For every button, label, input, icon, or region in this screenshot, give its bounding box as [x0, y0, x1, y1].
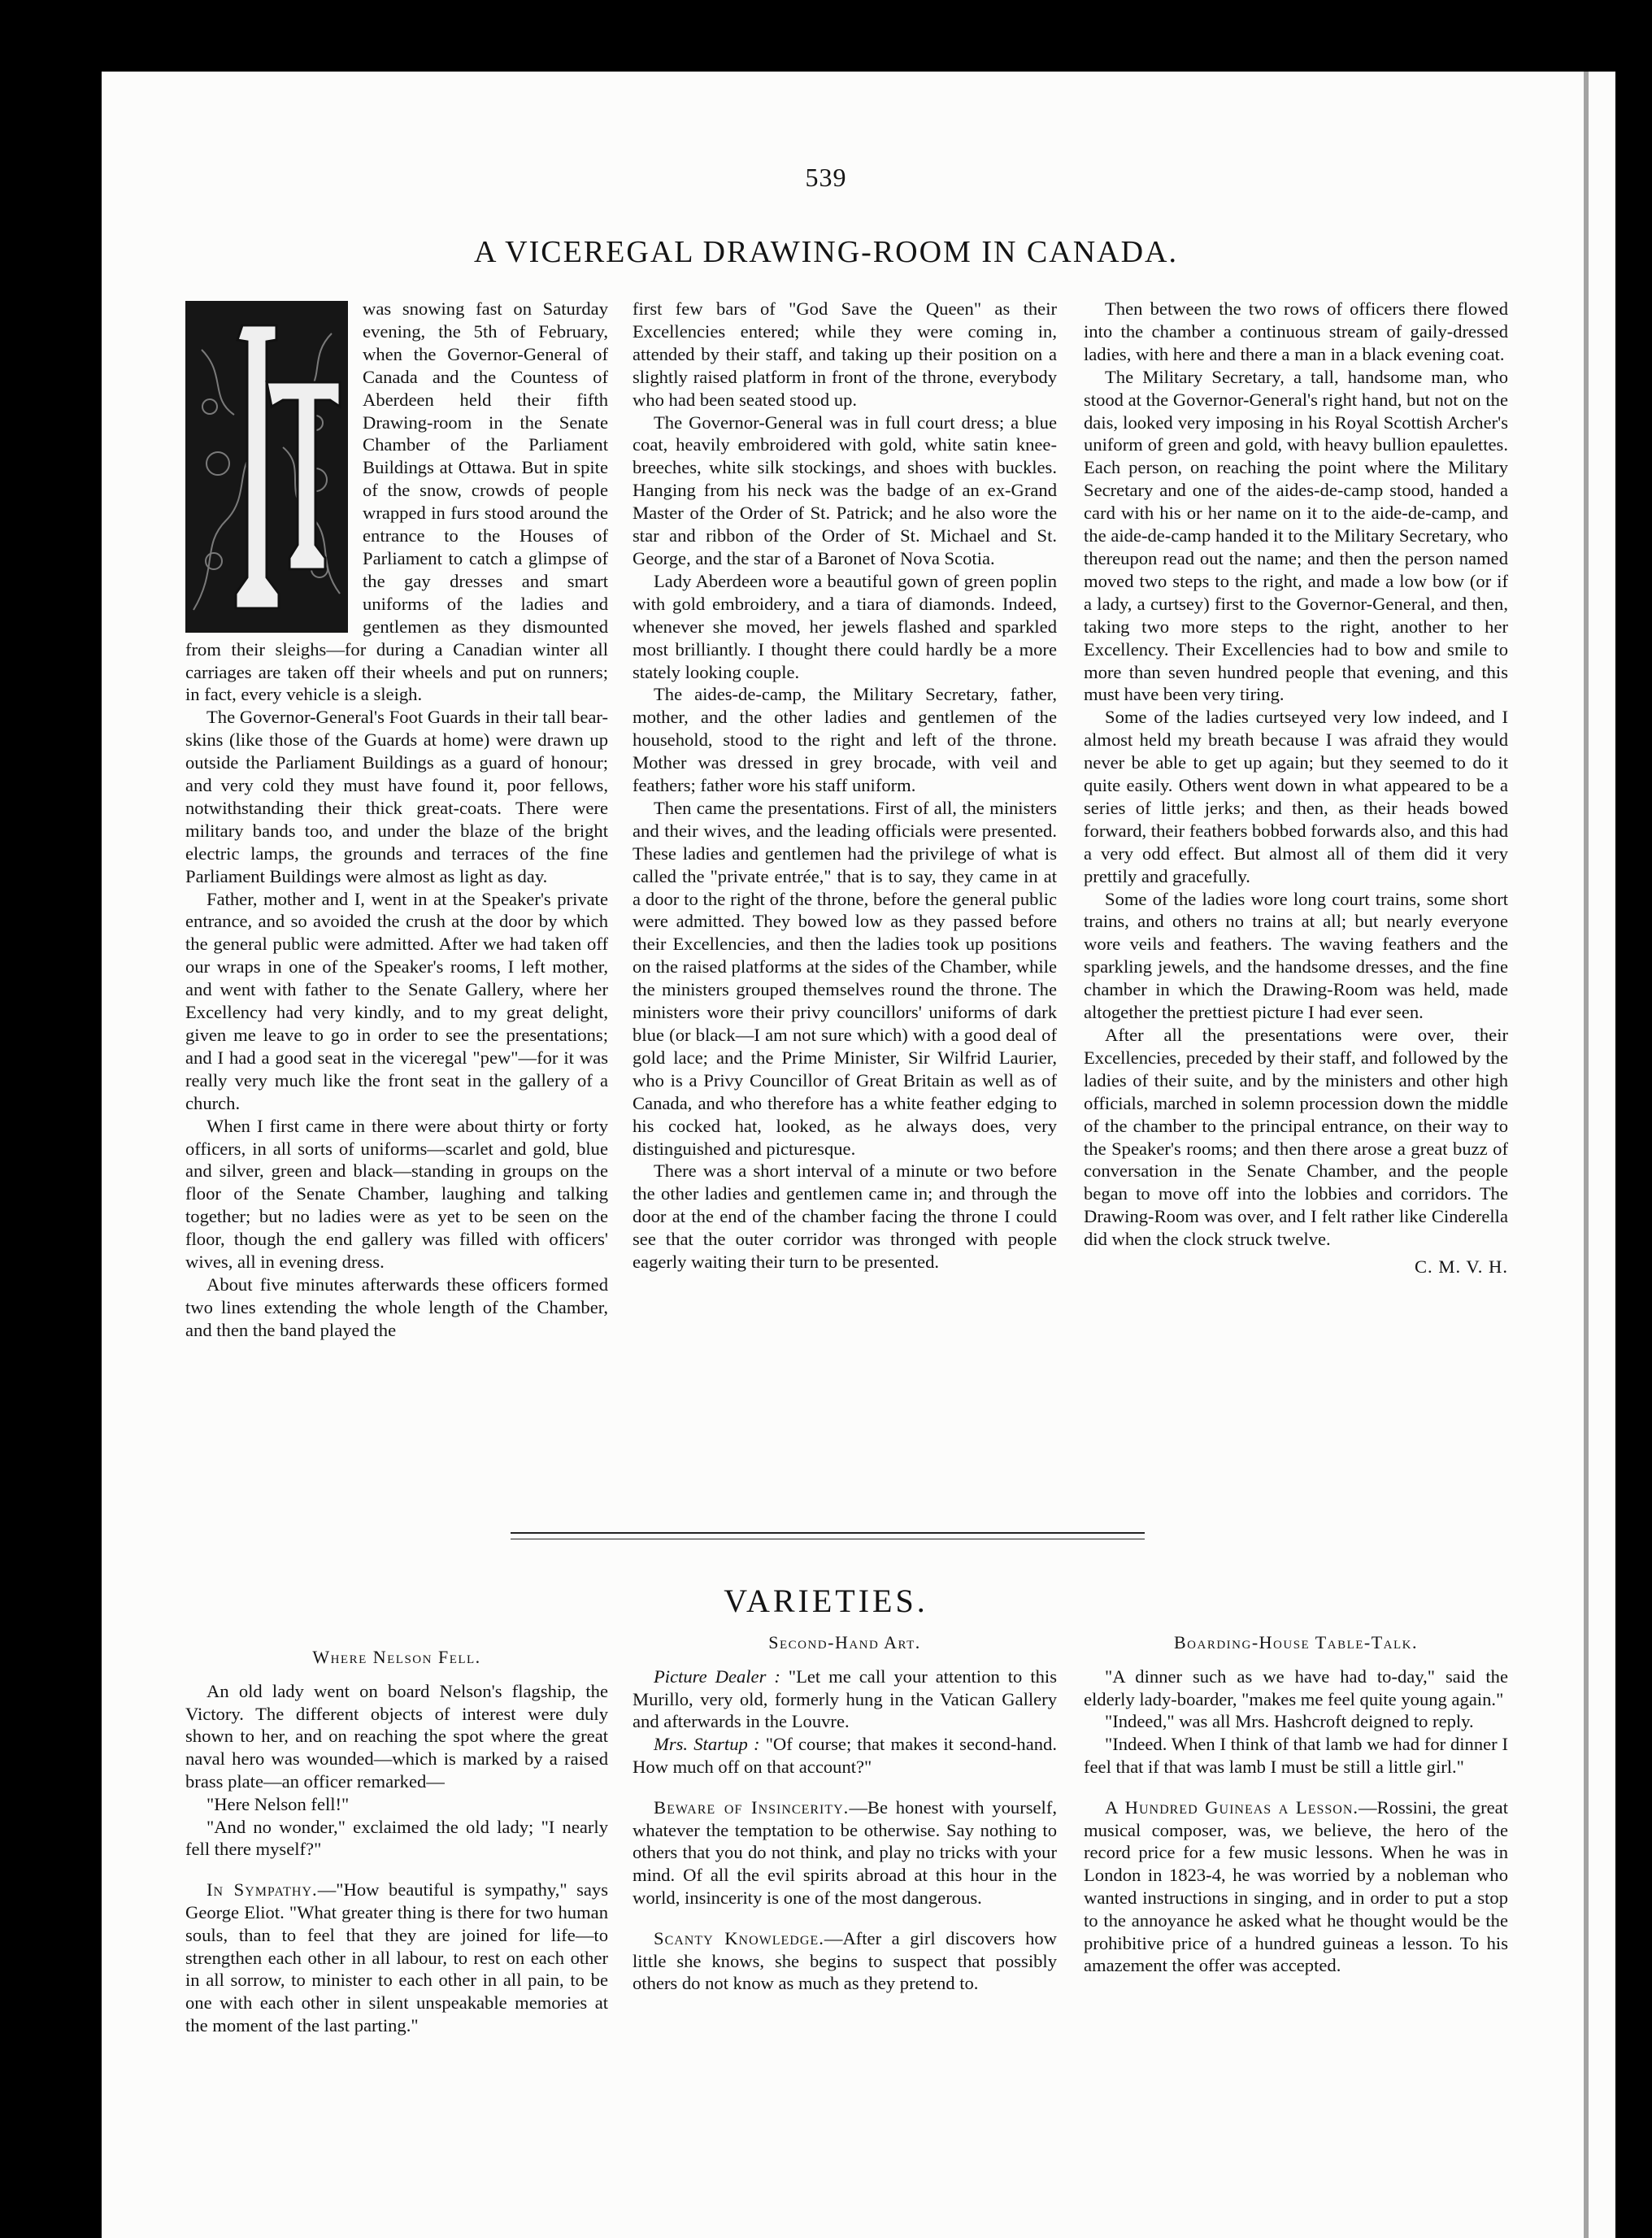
paragraph: About five minutes afterwards these officers formed two lines extending the whole length of the Chamber, and then the band played the — [185, 1274, 608, 1340]
paragraph — [185, 1879, 608, 2037]
paragraph: The Military Secretary, a tall, handsome man, who stood at the Governor-General's right hand, but not on the dais, looked very imposing in his Royal Scottish Archer's uniform of green and gold, with heavy bullion epaulettes. Each person, on reaching the point where the Military Secretary and one of the aides-de-camp stood, handed a card with his or her name on it to the aide-de-camp, and the aide-de-camp handed it to the Military Secretary, who thereupon read out the name; and then the person named moved two steps to the right, and made a low bow (or if a lady, a curtsey) first to the Governor-General, and then, taking two more steps to the right, another to her Excellency. Their Excellencies had to bow and smile to more than seven hundred people that evening, and this must have been very tiring. — [1084, 366, 1508, 705]
run-in-heading: Scanty Knowledge. — [654, 1927, 824, 1948]
subsection-heading: Boarding-House Table-Talk. — [1173, 1632, 1419, 1652]
varieties-column-3 — [1084, 1631, 1508, 1977]
varieties-column-2 — [633, 1631, 1057, 1995]
paragraph — [633, 1796, 1057, 1909]
speaker-label: Mrs. Startup : — [654, 1734, 760, 1755]
paragraph: Some of the ladies wore long court trains, some short trains, and others no trains at all; but nearly everyone wore veils and feathers. The waving feathers and the sparkling jewels, and the handsome dresses, and the fine chamber in which the Drawing-Room was held, made altogether the prettiest picture I had ever seen. — [1084, 888, 1508, 1023]
paragraph-text: —"How beautiful is sympathy," says George Eliot. "What greater thing is there for two human souls, than to feel that they are joined for life—to strengthen each other in all labour, to rest on each other in all sorrow, to minister to each other in all pain, to be one with each other in silent unspeakable memories at the moment of the last parting." — [185, 1879, 608, 2036]
paragraph-text: —Rossini, the great musical composer, was, we believe, the hero of the record price for a few music lessons. When he was in London in 1823-4, he was worried by a nobleman who wanted instructions in singing, and in order to put a stop to the annoyance he asked what he thought would be the prohibitive price of a hundred guineas a lesson. To his amazement the offer was accepted. — [1084, 1796, 1508, 1976]
paragraph-text: —Be honest with yourself, whatever the temptation to be otherwise. Say nothing to others that you do not think, and play no tricks with your mind. Of all the evil spirits abroad at this hour in the world, insincerity is one of the most dangerous. — [633, 1796, 1057, 1908]
paragraph: first few bars of "God Save the Queen" as their Excellencies entered; while they were coming in, attended by their staff, and taking up their position on a slightly raised platform in front of the throne, everybody who had been seated stood up. — [633, 298, 1057, 410]
paragraph: was snowing fast on Saturday evening, the 5th of February, when the Governor-General of Canada and the Countess of Aberdeen held their fifth Drawing-room in the Senate Chamber of the Parliament Buildings at Ottawa. But in spite of the snow, crowds of people wrapped in furs stood around the entrance to the Houses of Parliament to catch a glimpse of the gay dresses and smart uniforms of the ladies and gentlemen as they dismounted from their sleighs—for during a Canadian winter all carriages are taken off their wheels and put on runners; in fact, every vehicle is a sleigh. — [185, 298, 608, 705]
section-title: VARIETIES. — [724, 1583, 928, 1619]
article-column-2 — [633, 298, 1057, 1274]
run-in-heading: Beware of Insincerity. — [654, 1796, 850, 1818]
signature: C. M. V. H. — [1414, 1256, 1508, 1278]
decorative-drop-cap — [185, 301, 348, 633]
paragraph: "Here Nelson fell!" — [206, 1793, 350, 1814]
article-column-1 — [185, 298, 608, 1342]
paragraph — [633, 1665, 1057, 1733]
subsection-heading: Where Nelson Fell. — [312, 1647, 481, 1667]
paragraph: Some of the ladies curtseyed very low indeed, and I almost held my breath because I was afraid they would never be able to get up again; but they seemed to do it quite easily. Others went down in what appeared to be a series of little jerks; and then, as their heads bowed forward, their feathers bobbed forwards also, and this had a very odd effect. But almost all of them did it very prettily and gracefully. — [1084, 707, 1508, 886]
article-title: A VICEREGAL DRAWING-ROOM IN CANADA. — [474, 235, 1178, 269]
paragraph: When I first came in there were about thirty or forty officers, in all sorts of uniforms—scarlet and gold, blue and silver, green and black—standing in groups on the floor of the Senate Chamber, laughing and talking together; but no ladies were as yet to be seen on the floor, though the end gallery was filled with officers' wives, all in evening dress. — [185, 1115, 608, 1273]
run-in-heading: In Sympathy. — [206, 1879, 318, 1901]
paragraph-text: —After a girl discovers how little she knows, she begins to suspect that possibly others do not know as much as they pretend to. — [633, 1927, 1057, 1994]
paragraph — [633, 1927, 1057, 1995]
paragraph: Lady Aberdeen wore a beautiful gown of green poplin with gold embroidery, and a tiara of diamonds. Indeed, whenever she moved, her jewels flashed and sparkled most brilliantly. I thought there could hardly be a more stately looking couple. — [633, 570, 1057, 682]
paragraph: The aides-de-camp, the Military Secretary, father, mother, and the other ladies and gentlemen of the household, stood to the right and left of the throne. Mother was dressed in grey brocade, with veil and feathers; father wore his staff uniform. — [633, 684, 1057, 796]
paragraph: "And no wonder," exclaimed the old lady; "I nearly fell there myself?" — [185, 1816, 608, 1860]
paragraph — [1084, 1796, 1508, 1977]
paragraph: "A dinner such as we have had to-day," said the elderly lady-boarder, "makes me feel quite young again." — [1084, 1665, 1508, 1709]
run-in-heading: A Hundred Guineas a Lesson. — [1105, 1796, 1359, 1818]
paragraph — [633, 1733, 1057, 1779]
speaker-label: Picture Dealer : — [654, 1665, 780, 1687]
page-number: 539 — [805, 163, 847, 192]
paragraph-text: "Let me call your attention to this Murillo, very old, formerly hung in the Vatican Gallery and afterwards in the Louvre. — [633, 1665, 1057, 1732]
paragraph: An old lady went on board Nelson's flagship, the Victory. The different objects of interest were duly shown to her, and on reaching the spot where the great naval hero was wounded—which is marked by a raised brass plate—an officer remarked— — [185, 1680, 608, 1792]
paragraph: Then between the two rows of officers there flowed into the chamber a continuous stream of gaily-dressed ladies, with here and there a man in a black evening coat. — [1084, 298, 1508, 364]
section-divider — [511, 1532, 1145, 1534]
paragraph: The Governor-General was in full court dress; a blue coat, heavily embroidered with gold, white satin knee-breeches, white silk stockings, and shoes with buckles. Hanging from his neck was the badge of an ex-Grand Master of the Order of St. Patrick; and he also wore the star and ribbon of the Order of St. Michael and St. George, and the star of a Baronet of Nova Scotia. — [633, 411, 1057, 568]
paragraph: Then came the presentations. First of all, the ministers and their wives, and the leading officials were presented. These ladies and gentlemen had the privilege of what is called the "private entrée," that is to say, they came in at a door to the right of the throne, before the general public were admitted. They bowed low as they passed before their Excellencies, and then the ladies took up positions on the raised platforms at the sides of the Chamber, while the ministers grouped themselves round the throne. The ministers wore their privy councillors' uniforms of dark blue (or black—I am not sure which) with a good deal of gold lace; and the Prime Minister, Sir Wilfrid Laurier, who is a Privy Councillor of Great Britain as well as of Canada, and who therefore has a white feather edging to his cocked hat, looked, as he always does, very distinguished and picturesque. — [633, 797, 1057, 1159]
article-column-3 — [1084, 298, 1508, 1278]
paragraph: "Indeed. When I think of that lamb we had for dinner I feel that if that was lamb I must be still a little girl." — [1084, 1734, 1508, 1777]
page-edge — [1584, 72, 1589, 2238]
paragraph-text: "Of course; that makes it second-hand. How much off on that account?" — [633, 1734, 1057, 1777]
scan-margin — [0, 0, 102, 2238]
subsection-heading: Second-Hand Art. — [768, 1632, 921, 1652]
paragraph: There was a short interval of a minute or two before the other ladies and gentlemen came in; and through the door at the end of the chamber facing the throne I could see that the outer corridor was thronged with people eagerly waiting their turn to be presented. — [633, 1160, 1057, 1273]
paragraph: "Indeed," was all Mrs. Hashcroft deigned to reply. — [1105, 1711, 1474, 1732]
paragraph: Father, mother and I, went in at the Speaker's private entrance, and so avoided the crush at the door by which the general public were admitted. After we had taken off our wraps in one of the Speaker's rooms, I left mother, and went with father to the Senate Gallery, where her Excellency had very kindly, and to my great delight, given me leave to go in order to see the presentations; and I had a good seat in the viceregal "pew"—for it was really very much like the front seat in the gallery of a church. — [185, 888, 608, 1113]
paragraph: The Governor-General's Foot Guards in their tall bear-skins (like those of the Guards at home) were drawn up outside the Parliament Buildings as a guard of honour; and very cold they must have found it, poor fellows, notwithstanding their thick great-coats. There were military bands too, and under the blaze of the bright electric lamps, the grounds and terraces of the fine Parliament Buildings were almost as light as day. — [185, 707, 608, 886]
varieties-column-1 — [185, 1646, 608, 2037]
paragraph: After all the presentations were over, their Excellencies, preceded by their staff, and followed by the ladies of their suite, and by the ministers and other high officials, marched in solemn procession down the middle of the chamber to the principal entrance, on their way to the Speaker's rooms; and then there arose a great buzz of conversation in the Senate Chamber, and the people began to move off into the lobbies and corridors. The Drawing-Room was over, and I felt rather like Cinderella did when the clock struck twelve. — [1084, 1025, 1508, 1250]
